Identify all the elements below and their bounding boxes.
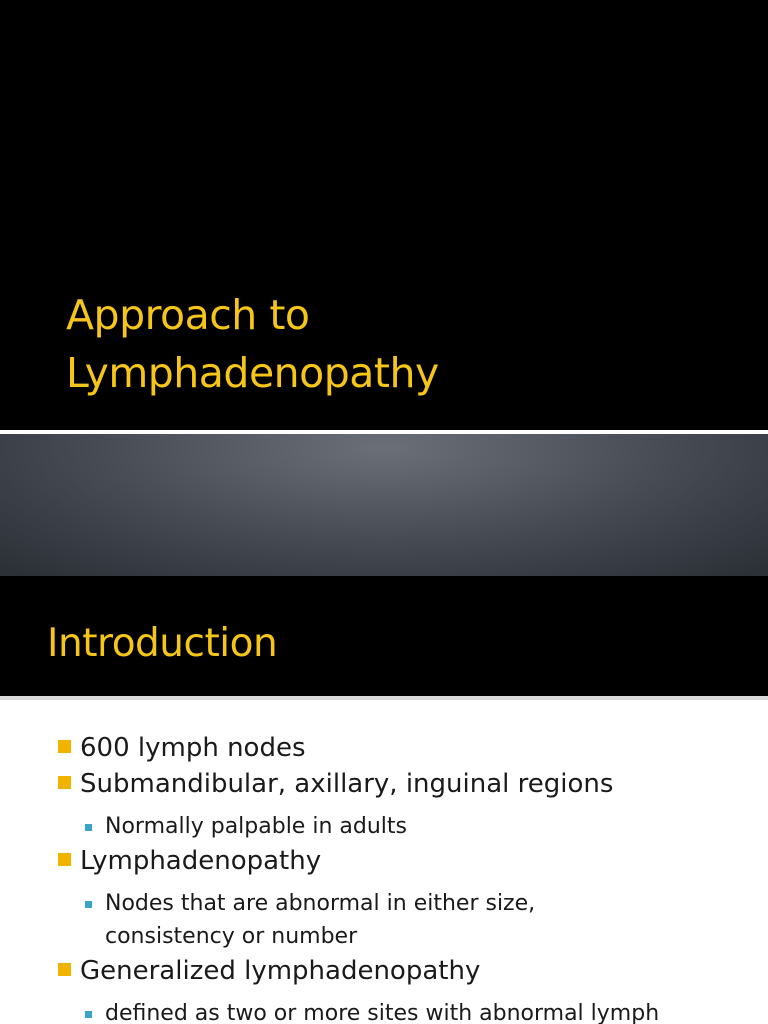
sub-bullet-text: Nodes that are abnormal in either size, — [105, 891, 536, 916]
bullet-text: Generalized lymphadenopathy — [80, 956, 481, 986]
slide-title-line-2: Lymphadenopathy — [66, 349, 439, 397]
small-square-bullet-icon — [85, 901, 92, 908]
square-bullet-icon — [58, 853, 71, 866]
square-bullet-icon — [58, 963, 71, 976]
introduction-slide — [0, 434, 768, 1024]
sub-bullet-text: Normally palpable in adults — [105, 814, 407, 839]
title-underline-rule — [0, 696, 768, 700]
bullet-text: Submandibular, axillary, inguinal regions — [80, 769, 614, 799]
sub-bullet-text: consistency or number — [105, 924, 358, 949]
slide-title — [66, 286, 746, 402]
header-gradient-band — [0, 434, 768, 576]
small-square-bullet-icon — [85, 1011, 92, 1018]
slide-title-line-1: Approach to — [66, 291, 310, 339]
sub-bullet-text: defined as two or more sites with abnormal lymph — [105, 1001, 660, 1024]
slide-heading: Introduction — [47, 621, 278, 666]
bullet-text: 600 lymph nodes — [80, 733, 306, 763]
title-slide — [0, 0, 768, 430]
square-bullet-icon — [58, 740, 71, 753]
square-bullet-icon — [58, 776, 71, 789]
title-bar — [0, 576, 768, 696]
small-square-bullet-icon — [85, 824, 92, 831]
bullet-text: Lymphadenopathy — [80, 846, 322, 876]
